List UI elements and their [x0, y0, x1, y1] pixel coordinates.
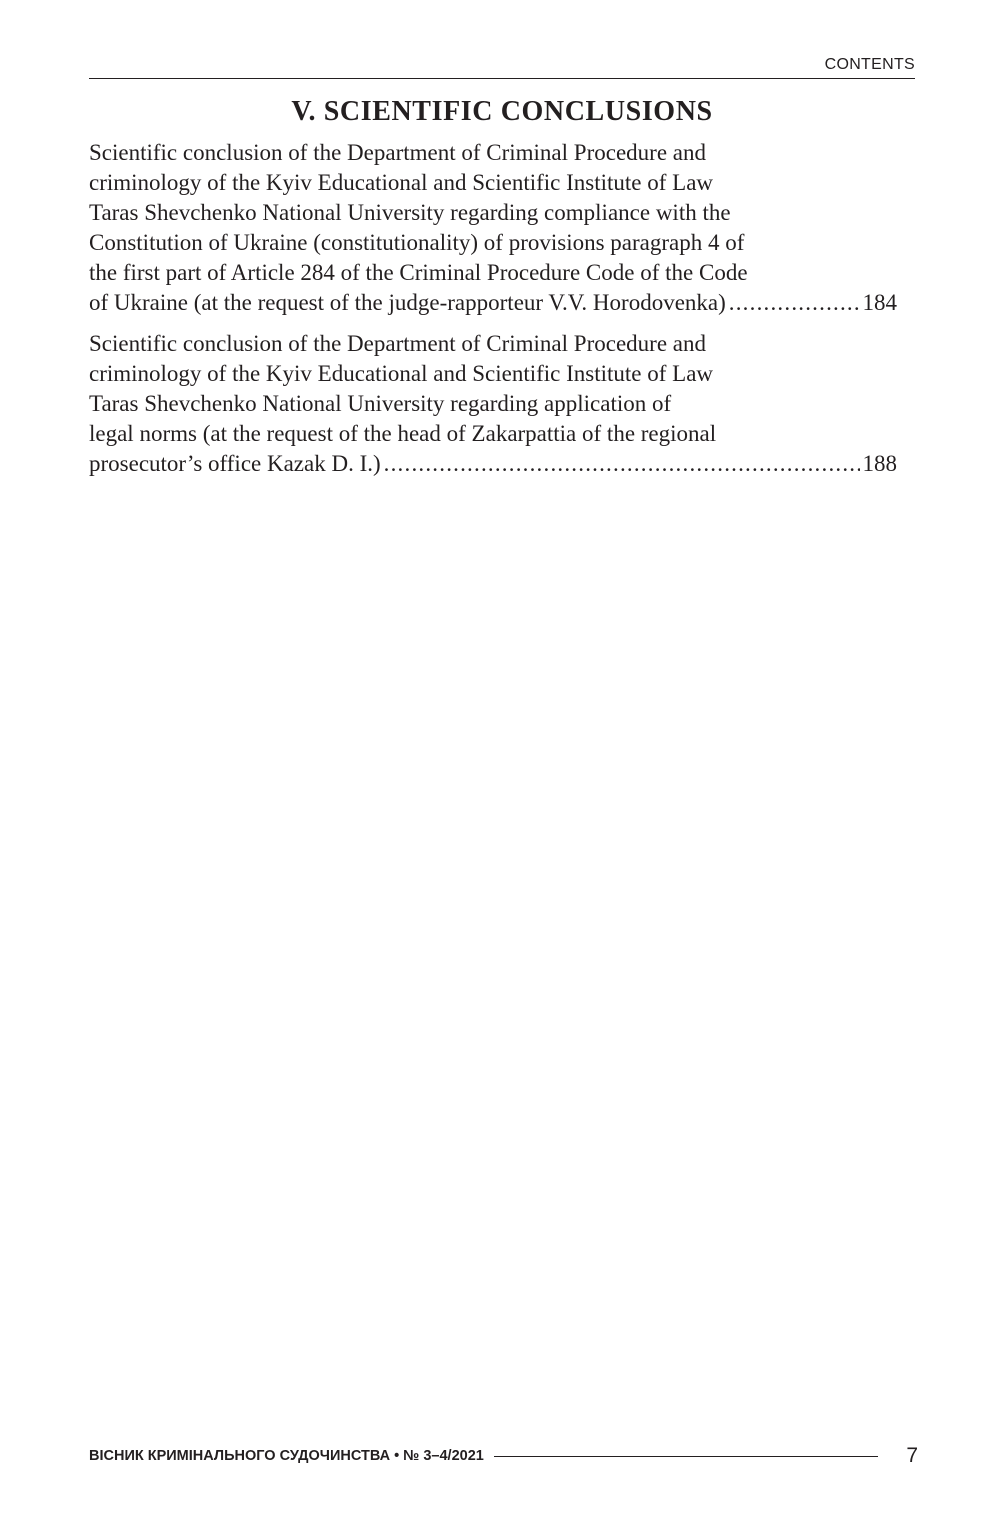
toc-entry-line: the first part of Article 284 of the Criminal Procedure Code of the Code	[89, 260, 748, 285]
section-title: V. SCIENTIFIC CONCLUSIONS	[291, 96, 713, 127]
journal-title: ВІСНИК КРИМІНАЛЬНОГО СУДОЧИНСТВА • № 3–4/2021	[89, 1448, 484, 1464]
toc-page-number: 188	[862, 451, 897, 476]
dot-leader	[729, 288, 860, 318]
toc-entry	[89, 329, 897, 479]
toc-entry	[89, 138, 897, 318]
page-footer	[89, 1441, 918, 1471]
toc-entry-line: of Ukraine (at the request of the judge-rapporteur V.V. Horodovenka)	[89, 290, 726, 315]
toc-entry-final-line	[89, 449, 897, 479]
toc-entry-final-line	[89, 288, 897, 318]
header-rule	[89, 78, 915, 79]
toc-entry-line: prosecutor’s office Kazak D. I.)	[89, 451, 381, 476]
dot-leader	[384, 449, 860, 479]
footer-rule	[494, 1456, 878, 1457]
page-number: 7	[906, 1444, 918, 1467]
toc-entry-line: criminology of the Kyiv Educational and Scientific Institute of Law	[89, 170, 714, 195]
toc-entry-line: legal norms (at the request of the head of Zakarpattia of the regional	[89, 421, 717, 446]
toc-page-number: 184	[862, 290, 897, 315]
toc-entry-line: Taras Shevchenko National University regarding compliance with the	[89, 200, 731, 225]
toc-entry-line: Constitution of Ukraine (constitutionality) of provisions paragraph 4 of	[89, 230, 745, 255]
toc-entry-line: Scientific conclusion of the Department of Criminal Procedure and	[89, 331, 706, 356]
running-header-label: CONTENTS	[824, 56, 915, 73]
toc-list	[89, 138, 897, 490]
toc-entry-line: Scientific conclusion of the Department of Criminal Procedure and	[89, 140, 706, 165]
toc-entry-line: Taras Shevchenko National University regarding application of	[89, 391, 672, 416]
toc-entry-line: criminology of the Kyiv Educational and Scientific Institute of Law	[89, 361, 714, 386]
